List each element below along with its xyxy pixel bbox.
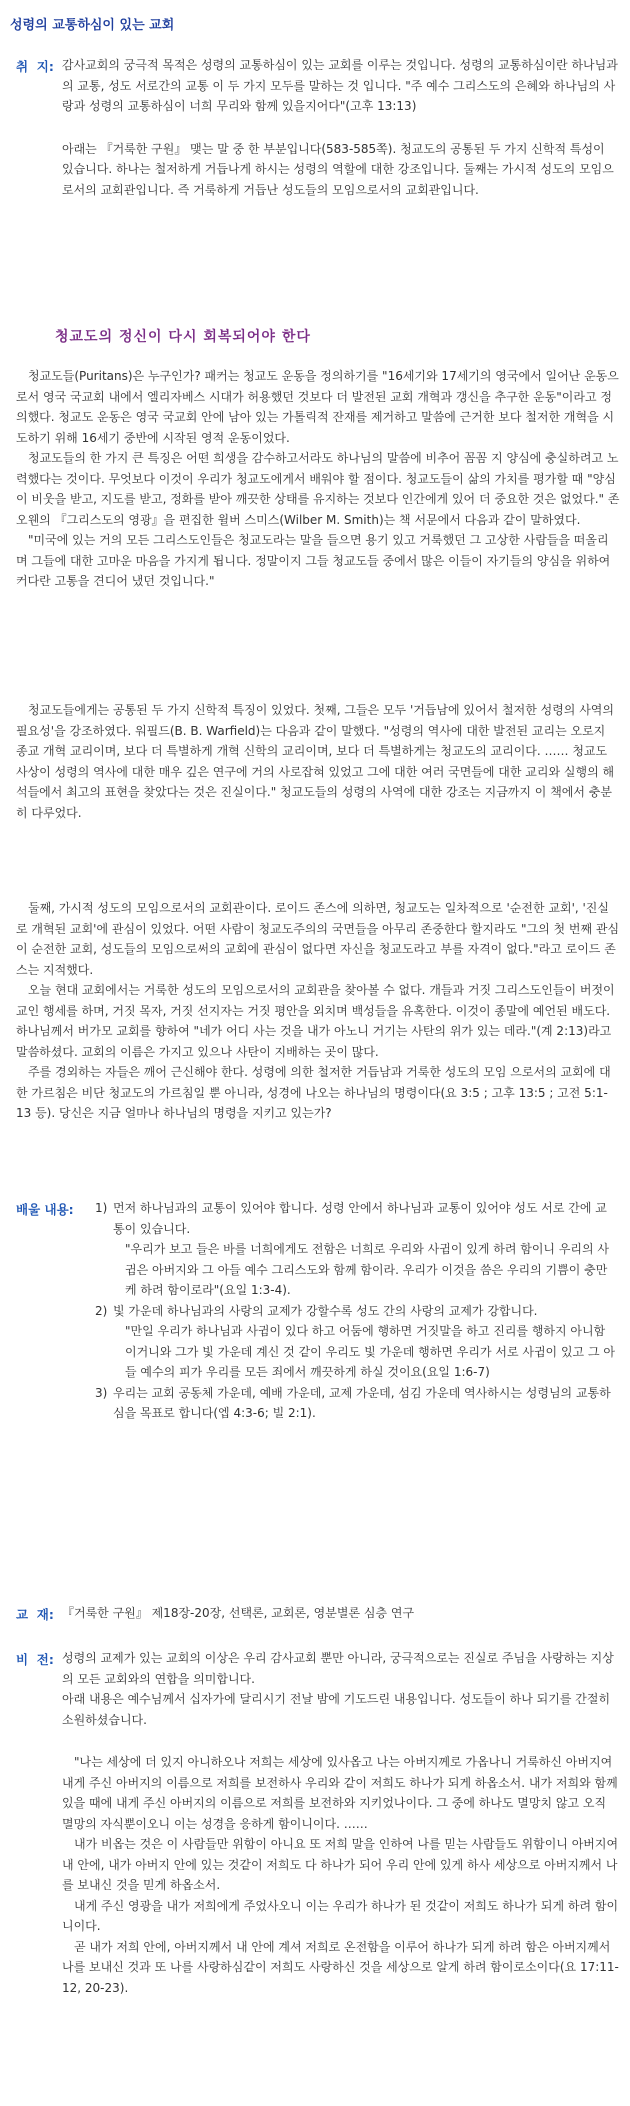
purpose-paragraph: 감사교회의 궁극적 목적은 성령의 교통하심이 있는 교회를 이루는 것입니다. 성령의 교통하심이란 하나님과의 교통, 성도 서로간의 교통 이 두 가지 모두를 말하는 것 입니다. "주 예수 그리스도의 은혜와 하나님의 사랑과 성령의 교통하심이 너희 무리와 함께 있을지어다"(고후 13:13) — [62, 58, 618, 113]
essay-paragraph: 청교도들의 한 가지 큰 특징은 어떤 희생을 감수하고서라도 하나님의 말씀에 비추어 꼼꼼 지 양심에 충실하려고 노력했다는 것이다. 무엇보다 이것이 우리가 청교도에게서 배워야 할 점이다. 청교도들이 삶의 가치를 평가할 때 "양심이 비웃을 받고, 지도를 받고, 정화를 받아 깨끗한 상태를 유지하는 것보다 인간에게 있어 더 중요한 것은 없었다." 존 오웬의 『그리스도의 영광』을 편집한 윌버 스미스(Wilber M. Smith)는 책 서문에서 다음과 같이 말하였다. — [16, 451, 620, 527]
page-title: 성령의 교통하심이 있는 교회 — [10, 18, 175, 33]
essay-quote: "미국에 있는 거의 모든 그리스도인들은 청교도라는 말을 들으면 용기 있고 거룩했던 그 고상한 사람들을 떠올리며 그들에 대한 고마운 마음을 가지게 됩니다. 정말이지 그들 청교도들 중에서 많은 이들이 자기들의 양심을 위하여 커다란 고통을 견디어 냈던 것입니다." — [16, 533, 611, 588]
essay-paragraph: 주를 경외하는 자들은 깨어 근신해야 한다. 성령에 의한 철저한 거듭남과 거룩한 성도의 모임 으로서의 교회에 대한 가르침은 비단 청교도의 가르침일 뿐 아니라, 성경에 나오는 하나님의 명령이다(요 3:5 ; 고후 13:5 ; 고전 5:1-13 등). 당신은 지금 얼마나 하나님의 명령을 지키고 있는가? — [16, 1065, 611, 1120]
vision-text-block — [62, 1648, 620, 1998]
learning-item-number: 2) — [95, 1303, 108, 1318]
learning-list — [95, 1198, 615, 1424]
vision-prayer — [62, 1752, 620, 1998]
learning-item-text: 빛 가운데 하나님과의 사랑의 교제가 강할수록 성도 간의 사랑의 교제가 강합니다. — [113, 1303, 538, 1318]
vision-paragraph: 아래 내용은 예수님께서 십자가에 달리시기 전날 밤에 기도드린 내용입니다. 성도들이 하나 되기를 간절히 소원하셨습니다. — [62, 1692, 611, 1727]
essay-paragraph: 둘째, 가시적 성도의 모임으로서의 교회관이다. 로이드 존스에 의하면, 청교도는 일차적으로 '순전한 교회', '진실로 개혁된 교회'에 관심이 있었다. 어떤 사람이 청교도주의의 국면들을 아무리 존중한다 할지라도 "그의 첫 번째 관심이 순전한 교회, 성도들의 모임으로써의 교회에 관심이 없다면 자신을 청교도라고 부를 자격이 없다."라고 로이드 존스는 지적했다. — [16, 901, 620, 977]
learning-item-text: 우리는 교회 공동체 가운데, 예배 가운데, 교제 가운데, 섬김 가운데 역사하시는 성령님의 교통하심을 목표로 합니다(엡 4:3-6; 빌 2:1). — [113, 1385, 611, 1420]
learning-item — [95, 1301, 615, 1383]
essay-block-2 — [16, 700, 620, 823]
essay-paragraph: 청교도들에게는 공통된 두 가지 신학적 특징이 있었다. 첫째, 그들은 모두 '거듭남에 있어서 철저한 성령의 사역의 필요성'을 강조하였다. 워필드(B. B. Warfield)는 다음과 같이 말했다. "성령의 역사에 대한 발전된 교리는 오로지 종교 개혁 교리이며, 보다 더 특별하게 개혁 신학의 교리이며, 보다 더 특별하게는 청교도의 교리이다. …… 청교도 사상이 성령의 역사에 대한 매우 깊은 연구에 거의 사로잡혀 있었고 그에 대한 여러 국면들에 대한 교리와 실행의 해석들에서 최고의 표현을 찾았다는 것은 진실이다." 청교도들의 성령의 사역에 대한 강조는 지금까지 이 책에서 충분히 다루었다. — [16, 703, 615, 820]
prayer-paragraph: 내가 비옵는 것은 이 사람들만 위함이 아니요 또 저희 말을 인하여 나를 믿는 사람들도 위함이니 아버지여 내 안에, 내가 아버지 안에 있는 것같이 저희도 다 하나가 되어 우리 안에 있게 하사 세상으로 아버지께서 나를 보내신 것을 믿게 하옵소서. — [62, 1837, 619, 1892]
learning-item-number: 3) — [95, 1385, 108, 1400]
section-heading: 청교도의 정신이 다시 회복되어야 한다 — [55, 329, 311, 345]
textbook-text: 『거룩한 구원』 제18장-20장, 선택론, 교회론, 영분별론 심층 연구 — [62, 1606, 415, 1620]
vision-paragraph: 성령의 교제가 있는 교회의 이상은 우리 감사교회 뿐만 아니라, 궁극적으로는 진실로 주님을 사랑하는 지상의 모든 교회와의 연합을 의미합니다. — [62, 1651, 614, 1686]
textbook-label: 교 재: — [16, 1607, 54, 1622]
purpose-label: 취 지: — [16, 59, 54, 74]
prayer-paragraph: 곧 내가 저희 안에, 아버지께서 내 안에 계셔 저희로 온전함을 이루어 하나가 되게 하려 함은 아버지께서 나를 보내신 것과 또 나를 사랑하심같이 저희도 사랑하신 것을 세상으로 알게 하려 함이로소이다(요 17:11-12, 20-23). — [62, 1939, 619, 1995]
learning-item-number: 1) — [95, 1201, 108, 1215]
essay-block-1 — [16, 366, 620, 592]
learning-item — [95, 1383, 615, 1424]
essay-paragraph: 청교도들(Puritans)은 누구인가? 패커는 청교도 운동을 정의하기를 "16세기와 17세기의 영국에서 일어난 운동으로서 영국 국교회 내에서 엘리자베스 시대가 허용했던 것보다 더 발전된 교회 개혁과 갱신을 추구한 운동"이라고 정의했다. 청교도 운동은 영국 국교회 안에 남아 있는 가톨릭적 잔재를 제거하고 말씀에 근거한 보다 철저한 개혁을 시도하기 위해 16세기 중반에 시작된 영적 운동이었다. — [16, 369, 619, 445]
purpose-text-block — [62, 55, 620, 200]
learning-item — [95, 1198, 615, 1301]
essay-paragraph: 오늘 현대 교회에서는 거룩한 성도의 모임으로서의 교회관을 찾아볼 수 없다. 개들과 거짓 그리스도인들이 버젓이 교인 행세를 하며, 거짓 목자, 거짓 선지자는 거짓 평안을 외치며 백성들을 유혹한다. 이것이 종말에 예언된 배도다. 하나님께서 버가모 교회를 향하여 "네가 어디 사는 것을 내가 아노니 거기는 사탄의 위가 있는 데라."(계 2:13)라고 말씀하셨다. 교회의 이름은 가지고 있으나 사탄이 지배하는 곳이 많다. — [16, 983, 615, 1059]
vision-label: 비 전: — [16, 1652, 54, 1667]
learning-item-text: 먼저 하나님과의 교통이 있어야 합니다. 성령 안에서 하나님과 교통이 있어야 성도 서로 간에 교통이 있습니다. — [113, 1201, 607, 1236]
prayer-paragraph: 내게 주신 영광을 내가 저희에게 주었사오니 이는 우리가 하나가 된 것같이 저희도 하나가 되게 하려 함이니이다. — [62, 1898, 619, 1933]
learning-label: 배울 내용: — [16, 1202, 74, 1217]
prayer-paragraph: "나는 세상에 더 있지 아니하오나 저희는 세상에 있사옵고 나는 아버지께로 가옵나니 거룩하신 아버지여 내게 주신 아버지의 이름으로 저희를 보전하사 우리와 같이 저희도 하나가 되게 하옵소서. 내가 저희와 함께 있을 때에 내게 주신 아버지의 이름으로 저희를 보전하와 지키었나이다. 그 중에 하나도 멸망치 않고 오직 멸망의 자식뿐이오니 이는 성경을 응하게 함이니이다. …… — [62, 1755, 618, 1831]
learning-item-quote: "우리가 보고 들은 바를 너희에게도 전함은 너희로 우리와 사귐이 있게 하려 함이니 우리의 사귐은 아버지와 그 아들 예수 그리스도와 함께 함이라. 우리가 이것을 씀은 우리의 기쁨이 충만케 하려 함이로라"(요일 1:3-4). — [125, 1242, 610, 1297]
essay-block-3 — [16, 898, 620, 1124]
purpose-paragraph: 아래는 『거룩한 구원』 맺는 말 중 한 부분입니다(583-585쪽). 청교도의 공통된 두 가지 신학적 특성이 있습니다. 하나는 철저하게 거듭나게 하시는 성령의 역할에 대한 강조입니다. 둘째는 가시적 성도의 모임으로서의 교회관입니다. 즉 거룩하게 거듭난 성도들의 모임으로서의 교회관입니다. — [62, 141, 614, 197]
learning-item-quote: "만일 우리가 하나님과 사귐이 있다 하고 어둠에 행하면 거짓말을 하고 진리를 행하지 아니함이거니와 그가 빛 가운데 계신 것 같이 우리도 빛 가운데 행하면 우리가 서로 사귐이 있고 그 아들 예수의 피가 우리를 모든 죄에서 깨끗하게 하실 것이요(요일 1:6-7) — [125, 1324, 615, 1379]
